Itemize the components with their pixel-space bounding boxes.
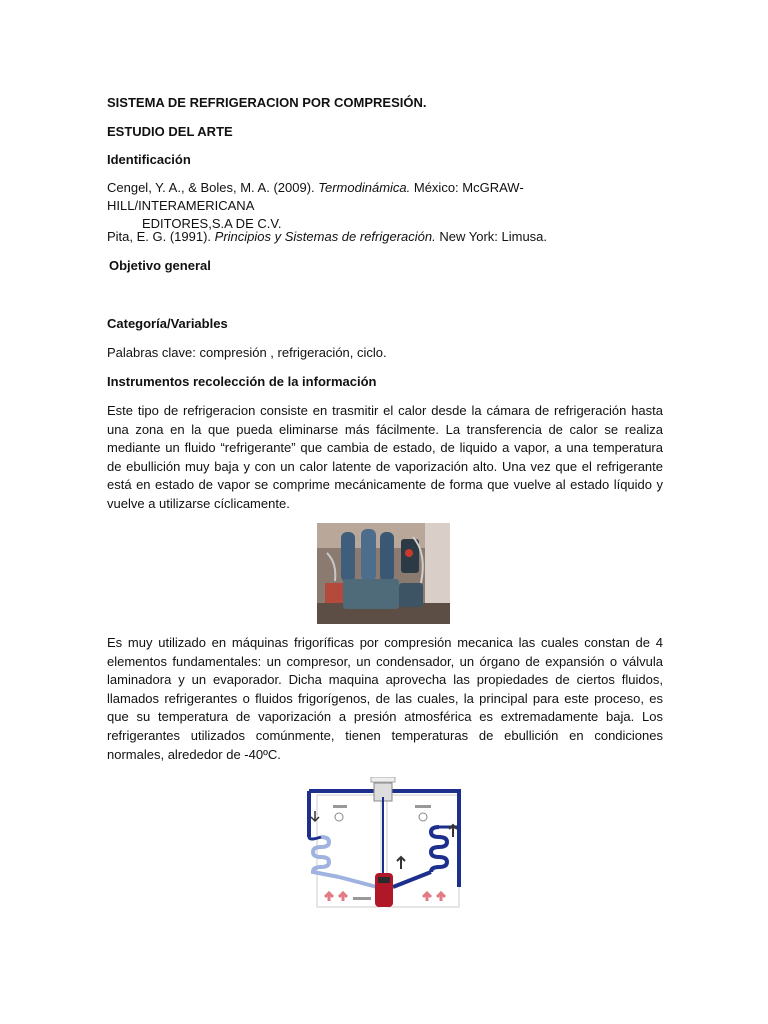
document-title: SISTEMA DE REFRIGERACION POR COMPRESIÓN. — [107, 95, 427, 110]
reference-work-title: Principios y Sistemas de refrigeración. — [214, 229, 436, 244]
paragraph-machines: Es muy utilizado en máquinas frigoríficas por compresión mecanica las cuales constan de 4 elementos fundamentales: un compresor, un condensador, un órgano de expansión o válvula laminadora y un evaporador. Dicha maquina aprovecha las propiedades de ciertos fluidos, llamados refrigerantes o fluidos frigorígenos, de las cuales, la principal para este proceso, es que su temperatura de vaporización a presión atmosférica es extremadamente baja. Los refrigerantes utilizados comúnmente, tienen temperaturas de ebullición en condiciones normales, alrededor de -40ºC. — [107, 635, 663, 762]
paragraph-intro: Este tipo de refrigeracion consiste en trasmitir el calor desde la cámara de refrigeración hasta una zona en la que pueda eliminarse más fácilmente. La transferencia de calor se realiza mediante un fluido “refrigerante” que cambia de estado, de liquido a vapor, a una temperatura de ebullición muy baja y con un calor latente de vaporización alto. Una vez que el refrigerante está en estado de vapor se comprime mecánicamente de forma que vuelve al estado líquido y vuelve a utilizarse cíclicamente. — [107, 403, 663, 511]
keywords-line: Palabras clave: compresión , refrigeración, ciclo. — [107, 345, 387, 360]
reference-publisher-cont: EDITORES,S.A DE C.V. — [142, 216, 282, 231]
reference-authors: Pita, E. G. (1991). — [107, 229, 215, 244]
section-heading: ESTUDIO DEL ARTE — [107, 124, 233, 139]
categoria-heading: Categoría/Variables — [107, 316, 228, 331]
reference-cengel — [107, 179, 667, 233]
reference-work-title: Termodinámica. — [318, 180, 411, 195]
refrigeration-cycle-diagram — [299, 777, 465, 911]
reference-publisher: New York: Limusa. — [435, 229, 548, 244]
compressor-photo-art — [317, 523, 450, 624]
identificacion-heading: Identificación — [107, 152, 191, 167]
compressor-photo — [317, 523, 450, 624]
cycle-diagram-art — [299, 777, 465, 911]
reference-pita — [107, 228, 667, 246]
reference-publisher: México: McGRAW-HILL/INTERAMERICANA — [107, 180, 524, 213]
instrumentos-heading: Instrumentos recolección de la información — [107, 374, 377, 389]
reference-authors: Cengel, Y. A., & Boles, M. A. (2009). — [107, 180, 319, 195]
objetivo-heading: Objetivo general — [109, 258, 211, 273]
